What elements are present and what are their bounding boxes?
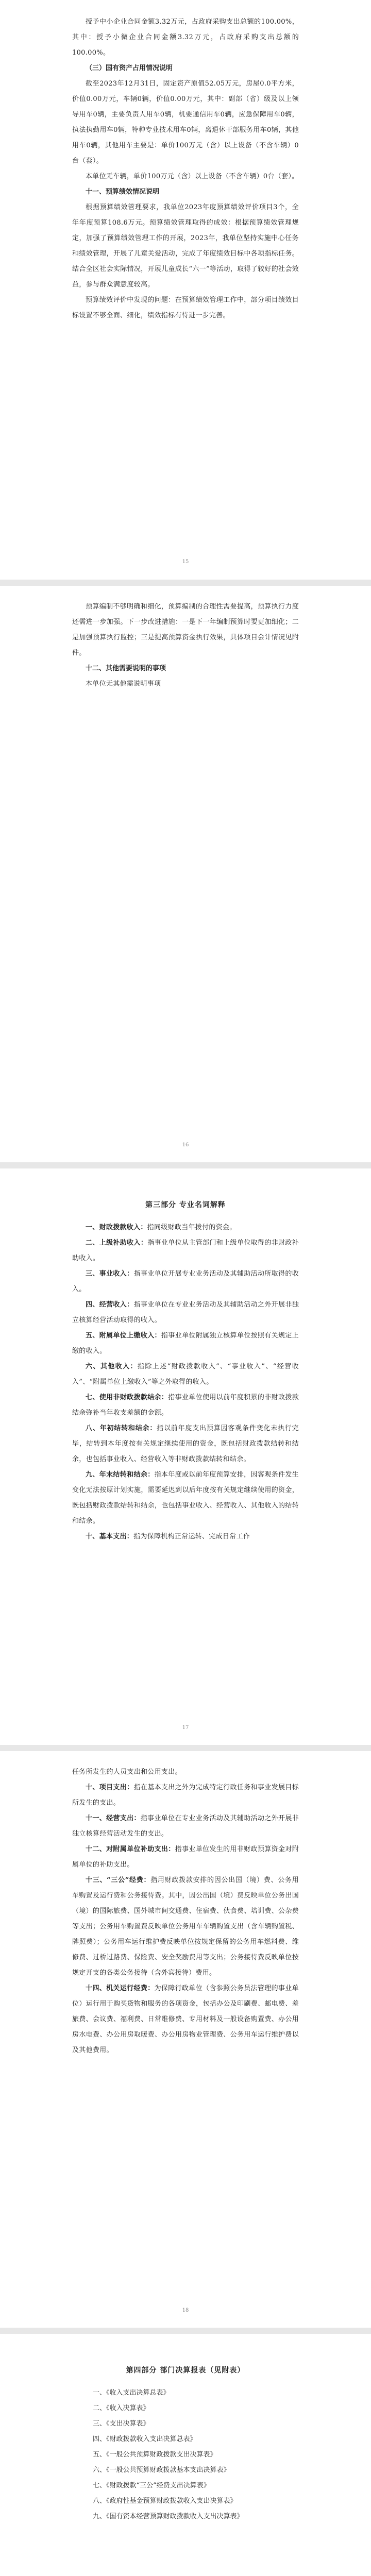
page-number: 17 (182, 1725, 189, 1731)
term-item: 二、上级补助收入：指事业单位从主管部门和上级单位取得的非财政补助收入。 (72, 1239, 299, 1262)
asset-section-title: （三）国有资产占用情况说明 (86, 64, 173, 72)
continued-text: 任务所发生的人员支出和公用支出。 (72, 1768, 182, 1776)
term-item: 五、附属单位上缴收入：指事业单位附属独立核算单位按照有关规定上缴的收入。 (72, 1332, 299, 1355)
term-item: 十、基本支出：指为保障机构正常运转、完成日常工作 (86, 1533, 250, 1540)
term-item: 十二、对附属单位补助支出：指事业单位发生的用非财政预算资金对附属单位的补助支出。 (72, 1845, 299, 1869)
report-list-item: 八、《政府性基金预算财政拨款收入支出决算表》 (93, 2497, 237, 2505)
term-item: 八、年初结转和结余：指以前年度支出预算因客观条件变化未执行完毕，结转到本年度按有关规定继续使用的资金，既包括财政拨款结转和结余，也包括事业收入、经营收入等非财政拨款结转和结余。 (72, 1425, 299, 1463)
other-paragraph: 本单位无其他需说明事项 (86, 680, 161, 688)
performance-section-title: 十一、预算绩效情况说明 (86, 188, 160, 196)
report-list-item: 五、《一般公共预算财政拨款支出决算表》 (93, 2451, 217, 2459)
report-list-item: 六、《一般公共预算财政拨款基本支出决算表》 (93, 2466, 230, 2474)
report-list-item: 四、《财政拨款收入支出决算总表》 (93, 2435, 197, 2443)
term-item: 十四、机关运行经费：为保障行政单位（含参照公务员法管理的事业单位）运行用于购买货物和服务的各项资金，包括办公及印刷费、邮电费、差旅费、会议费、福利费、日常维修费、专用材料及一般设备购置费、办公用房水电费、办公用房取暖费、办公用房物业管理费、公务用车运行维护费以及其他费用。 (72, 1985, 299, 2054)
page-number: 16 (182, 1142, 189, 1148)
term-item: 十、项目支出：指在基本支出之外为完成特定行政任务和事业发展目标所发生的支出。 (72, 1784, 299, 1807)
report-list-item: 九、《国有资本经营预算财政拨款收入支出决算表》 (93, 2513, 244, 2520)
report-list-item: 二、《收入决算表》 (93, 2404, 150, 2412)
asset-paragraph-b: 本单位无车辆，单价100万元（含）以上设备（不含车辆）0台（套）。 (86, 173, 299, 180)
page-2-body (72, 599, 299, 692)
procurement-paragraph: 授予中小企业合同金额3.32万元，占政府采购支出总额的100.00%，其中：授予小微企业合同金额3.32万元，占政府采购支出总额的100.00%。 (72, 18, 299, 57)
page-1-body (72, 14, 299, 324)
term-item: 三、事业收入：指事业单位开展专业业务活动及其辅助活动所取得的收入。 (72, 1270, 299, 1293)
page-number: 18 (182, 2308, 189, 2313)
report-list-item: 一、《收入支出决算总表》 (93, 2389, 170, 2397)
term-item: 一、财政拨款收入：指同级财政当年拨付的资金。 (86, 1224, 237, 1231)
document-page-3 (0, 1168, 371, 1745)
part-three-title: 第三部分 专业名词解释 (145, 1201, 226, 1209)
document-page-4 (0, 1751, 371, 2328)
term-item: 六、其他收入：指除上述“财政拨款收入”、“事业收入”、“经营收入”、“附属单位上缴收入”等之外取得的收入。 (72, 1363, 299, 1386)
other-section-title: 十二、其他需要说明的事项 (86, 665, 166, 672)
performance-paragraph-2: 预算绩效评价中发现的问题：在预算绩效管理工作中，部分项目绩效目标设置不够全面、细化，绩效指标有待进一步完善。 (72, 296, 299, 319)
report-list-item: 三、《支出决算表》 (93, 2420, 150, 2428)
page-3-body (72, 1197, 299, 1545)
term-item: 九、年末结转和结余：指本年度或以前年度预算安排，因客观条件发生变化无法按原计划实施，需要延迟到以后年度按有关规定继续使用的资金，既包括财政拨款结转和结余，也包括事业收入、经营收入、其他收入的结转和结余。 (72, 1471, 299, 1525)
term-item: 四、经营收入：指事业单位在专业业务活动及其辅助活动之外开展非独立核算经营活动取得的收入。 (72, 1301, 299, 1324)
performance-paragraph-3: 预算编制不够明确和细化，预算编制的合理性需要提高，预算执行力度还需进一步加强。下一步改进措施：一是下一年编制预算时要更加细化；二是加强预算执行监控；三是提高预算资金执行效果，具体项目会计情况见附件。 (72, 603, 299, 657)
performance-paragraph-1: 根据预算绩效管理要求，我单位2023年度预算绩效评价项目3个，全年年度预算108.6万元。预算绩效管理取得的成效：根据预算绩效管理规定，加强了预算绩效管理工作的开展，2023年，我单位坚持实施中心任务和绩效管理，开展了儿童关爱活动，完成了年度绩效目标中各项指标任务。结合全区社会实际情况，开展儿童成长“六一”等活动，取得了较好的社会效益，参与群众满意度较高。 (72, 204, 299, 289)
page-number: 15 (182, 559, 189, 565)
document-page-2 (0, 586, 371, 1162)
part-four-title: 第四部分 部门决算报表（见附表） (126, 2366, 245, 2375)
document-page-1 (0, 0, 371, 580)
document-page-5 (0, 2334, 371, 2576)
page-4-body (72, 1765, 299, 2058)
term-item: 七、使用非财政拨款结余：指事业单位使用以前年度积累的非财政拨款结余弥补当年收支差额的金额。 (72, 1394, 299, 1417)
page-5-body (72, 2363, 299, 2524)
asset-paragraph: 截至2023年12月31日，固定资产原值52.05万元，房屋0.0平方米，价值0.00万元，车辆0辆，价值0.00万元，其中：副部（省）级及以上领导用车0辆，主要负责人用车0辆，机要通信用车0辆，应急保障用车0辆，执法执勤用车0辆，特种专业技术用车0辆，离退休干部服务用车0辆，其他用车0辆，其他用车主要是：单价100万元（含）以上设备（不含车辆）0台（套）。 (72, 80, 299, 165)
report-list-item: 七、《财政拨款“三公”经费支出决算表》 (93, 2482, 210, 2489)
term-item: 十三、“三公”经费：指用财政拨款安排的因公出国（境）费、公务用车购置及运行费和公务接待费。其中，因公出国（境）费反映单位公务出国（境）的国际旅费、国外城市间交通费、住宿费、伙食费、培训费、公杂费等支出；公务用车购置费反映单位公务用车车辆购置支出（含车辆购置税、牌照费）；公务用车运行维护费反映单位按规定保留的公务用车燃料费、维修费、过桥过路费、保险费、安全奖励费用等支出；公务接待费反映单位按规定开支的各类公务接待（含外宾接待）费用。 (72, 1876, 299, 1977)
term-item: 十一、经营支出：指事业单位在专业业务活动及其辅助活动之外开展非独立核算经营活动发生的支出。 (72, 1815, 299, 1838)
